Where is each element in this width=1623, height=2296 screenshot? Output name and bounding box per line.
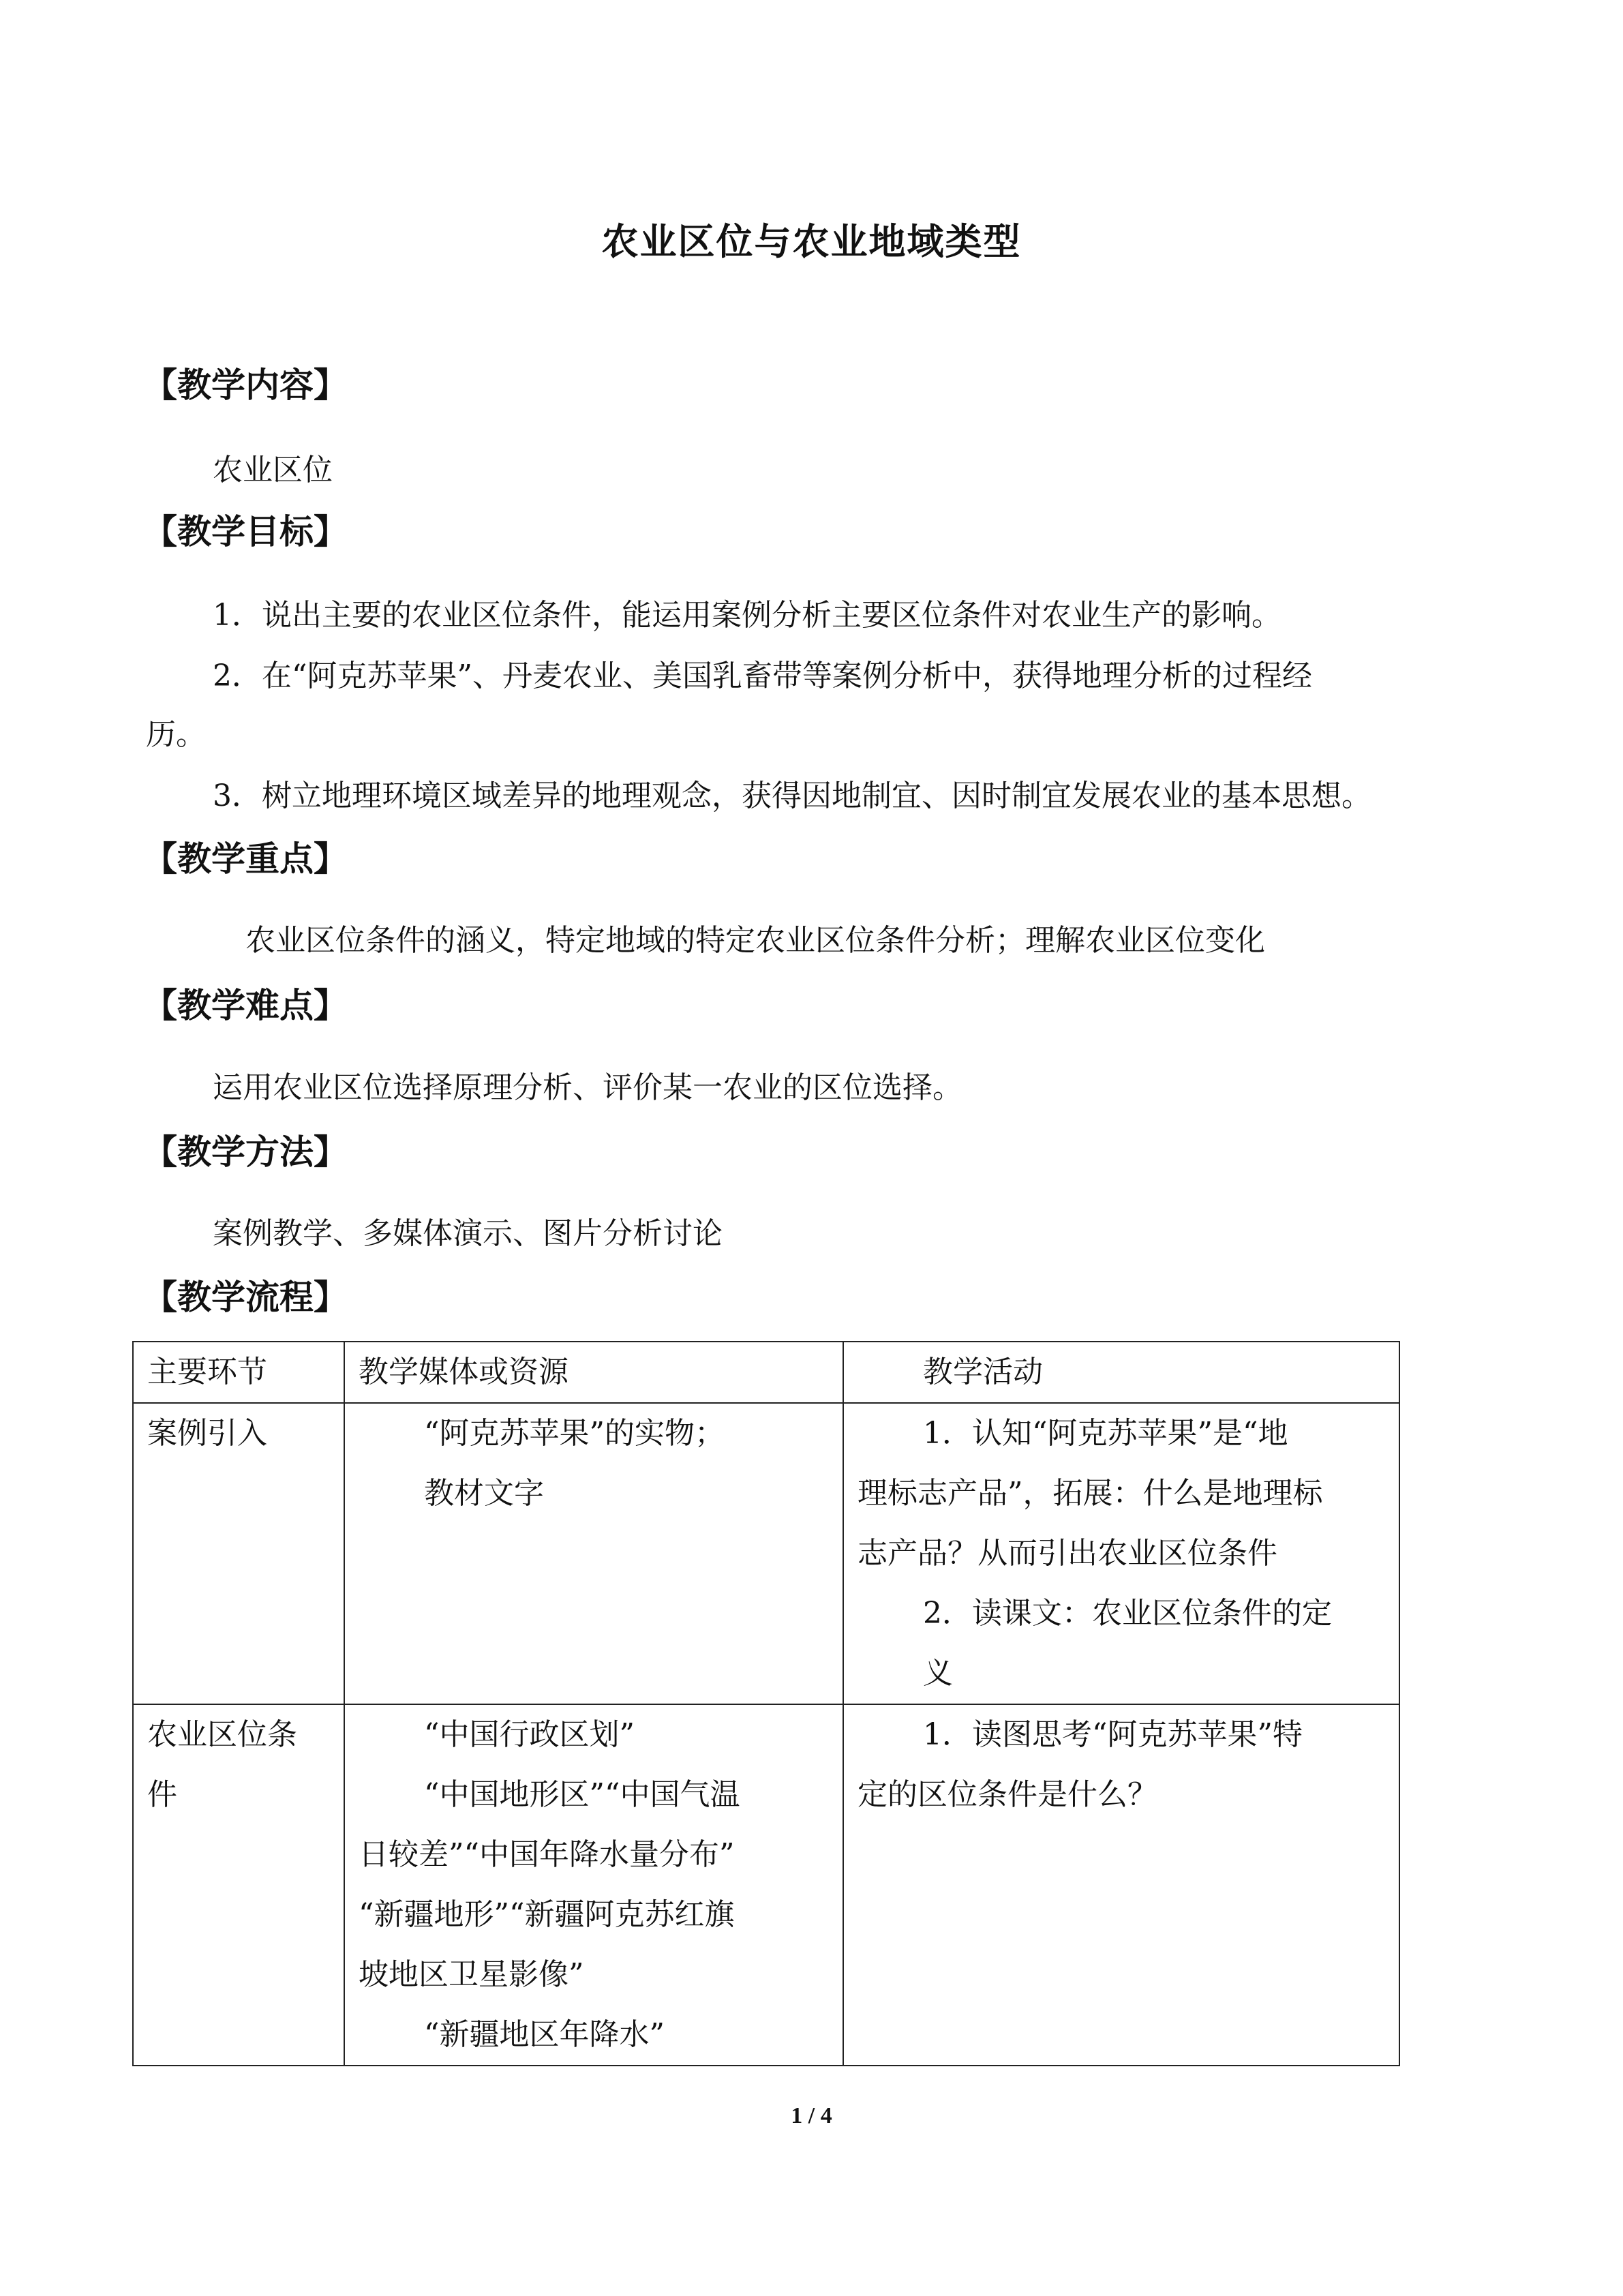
row2-media: “中国行政区划” “中国地形区”“中国气温 日较差”“中国年降水量分布” “新疆地形”“新疆阿克苏红旗 坡地区卫星影像” “新疆地区年降水” bbox=[344, 1704, 843, 2066]
goal-item-3: 3．树立地理环境区域差异的地理观念，获得因地制宜、因时制宜发展农业的基本思想。 bbox=[213, 779, 1371, 813]
row1-stage: 案例引入 bbox=[133, 1403, 344, 1704]
teaching-content-text: 农业区位 bbox=[213, 453, 333, 487]
goal-item-2: 2．在“阿克苏苹果”、丹麦农业、美国乳畜带等案例分析中，获得地理分析的过程经 bbox=[213, 659, 1312, 693]
goal-item-2-cont: 历。 bbox=[146, 717, 206, 752]
heading-key-points: 【教学重点】 bbox=[143, 839, 348, 879]
heading-flow: 【教学流程】 bbox=[143, 1278, 348, 1317]
methods-text: 案例教学、多媒体演示、图片分析讨论 bbox=[213, 1216, 723, 1251]
table-row bbox=[133, 1403, 1399, 1704]
difficulties-text: 运用农业区位选择原理分析、评价某一农业的区位选择。 bbox=[213, 1070, 962, 1105]
table-row bbox=[133, 1704, 1399, 2066]
row1-activity: 1．认知“阿克苏苹果”是“地 理标志产品”，拓展：什么是地理标 志产品？从而引出农业区位条件 2．读课文：农业区位条件的定 义 bbox=[843, 1403, 1399, 1704]
row2-stage: 农业区位条 件 bbox=[133, 1704, 344, 2066]
heading-teaching-goals: 【教学目标】 bbox=[143, 512, 348, 552]
goal-item-1: 1．说出主要的农业区位条件，能运用案例分析主要区位条件对农业生产的影响。 bbox=[213, 598, 1281, 633]
header-media: 教学媒体或资源 bbox=[344, 1342, 843, 1403]
row1-media: “阿克苏苹果”的实物； 教材文字 bbox=[344, 1403, 843, 1704]
teaching-flow-table bbox=[132, 1341, 1400, 2066]
page-title: 农业区位与农业地域类型 bbox=[601, 220, 1022, 263]
heading-difficulties: 【教学难点】 bbox=[143, 986, 348, 1025]
heading-teaching-content: 【教学内容】 bbox=[143, 365, 348, 405]
page-number: 1 / 4 bbox=[791, 2103, 832, 2128]
key-points-text: 农业区位条件的涵义，特定地域的特定农业区位条件分析；理解农业区位变化 bbox=[245, 923, 1265, 958]
header-activity: 教学活动 bbox=[843, 1342, 1399, 1403]
heading-methods: 【教学方法】 bbox=[143, 1132, 348, 1172]
header-stage: 主要环节 bbox=[133, 1342, 344, 1403]
table-header-row bbox=[133, 1342, 1399, 1403]
row2-activity: 1．读图思考“阿克苏苹果”特 定的区位条件是什么？ bbox=[843, 1704, 1399, 2066]
